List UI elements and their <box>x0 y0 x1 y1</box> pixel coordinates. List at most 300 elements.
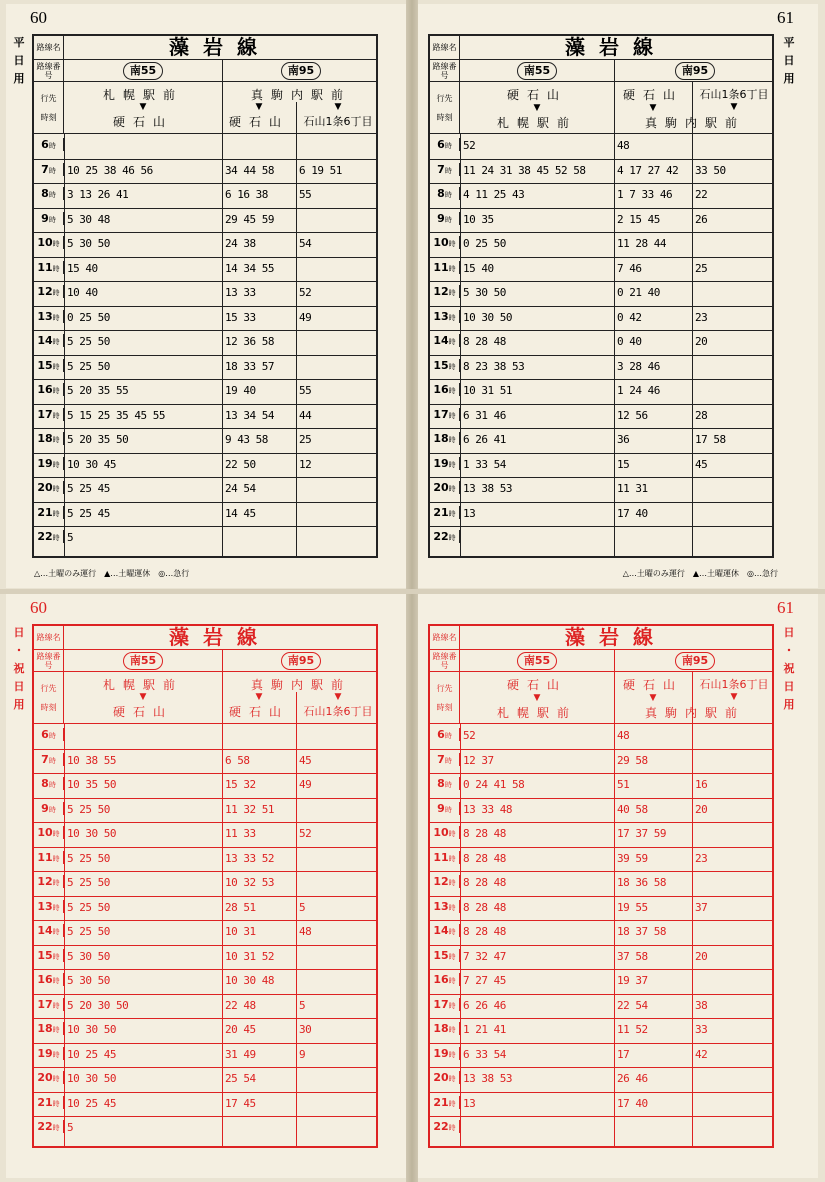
hour-value: 10 <box>433 826 449 839</box>
destination-cell <box>64 82 222 133</box>
row-rule <box>34 945 376 946</box>
row-rule <box>430 920 772 921</box>
destination-cell <box>296 82 380 133</box>
origin-name: 硬石山 <box>622 678 683 692</box>
column-divider <box>222 60 223 556</box>
departure-minutes: 34 44 58 <box>225 163 274 177</box>
hour-label <box>34 408 64 421</box>
hour-suffix: 時 <box>444 805 452 814</box>
departure-minutes: 4 17 27 42 <box>617 163 679 177</box>
hour-suffix: 時 <box>448 264 456 273</box>
departure-minutes: 5 20 30 50 <box>67 998 129 1012</box>
hour-suffix: 時 <box>448 534 456 542</box>
hour-suffix: 時 <box>52 854 60 863</box>
time-label-text: 時刻 <box>436 702 453 712</box>
hour-label <box>430 481 460 494</box>
departure-minutes: 26 <box>695 212 708 226</box>
route-badge: 南55 <box>517 652 557 670</box>
hour-value: 18 <box>433 1022 449 1035</box>
hour-suffix: 時 <box>444 732 452 740</box>
column-divider <box>692 672 693 1146</box>
departure-minutes: 54 <box>299 237 312 250</box>
hour-label <box>34 998 64 1011</box>
row-rule <box>34 798 376 799</box>
hour-suffix: 時 <box>448 1026 456 1034</box>
row-rule <box>430 994 772 995</box>
hour-value: 11 <box>433 850 449 864</box>
page-number: 61 <box>777 598 794 617</box>
row-rule <box>34 1116 376 1117</box>
hour-label <box>34 1022 64 1035</box>
departure-minutes: 5 30 50 <box>67 974 110 987</box>
hour-label <box>430 973 460 986</box>
hour-label <box>430 802 460 815</box>
row-rule <box>430 1116 772 1117</box>
departure-minutes: 5 25 50 <box>67 876 110 889</box>
arrow-down-icon: ▼ <box>730 102 738 112</box>
row-rule <box>34 847 376 848</box>
departure-minutes: 30 <box>299 1023 312 1036</box>
departure-minutes: 22 54 <box>617 998 648 1012</box>
departure-minutes: 1 24 46 <box>617 384 660 397</box>
page-number: 60 <box>30 8 47 27</box>
hour-value: 11 <box>37 260 53 274</box>
origin-name: 真駒内駅前 <box>250 678 351 692</box>
schedule-type-char: ・ <box>783 644 795 657</box>
hour-label <box>34 900 64 913</box>
departure-minutes: 13 33 48 <box>463 802 512 816</box>
hour-label <box>430 728 460 741</box>
row-rule <box>430 208 772 209</box>
departure-minutes: 10 35 <box>463 212 494 226</box>
hour-label <box>430 777 460 790</box>
destination-name: 石山1条6丁目 <box>303 705 373 718</box>
hour-label <box>34 457 64 470</box>
line-title: 藻岩線 <box>169 625 271 649</box>
hour-label <box>34 1120 64 1133</box>
departure-minutes: 1 21 41 <box>463 1023 506 1036</box>
row-rule <box>430 896 772 897</box>
hour-label <box>430 261 460 274</box>
departure-minutes: 51 <box>617 778 630 791</box>
label-divider <box>64 724 65 1146</box>
hour-suffix: 時 <box>448 1001 456 1010</box>
departure-minutes: 31 49 <box>225 1047 256 1061</box>
destination-name: 石山1条6丁目 <box>303 115 373 128</box>
departure-minutes: 13 33 <box>225 286 256 299</box>
departure-minutes: 45 <box>695 457 708 471</box>
hour-label <box>430 924 460 937</box>
route-badge: 南95 <box>281 652 321 670</box>
time-label-text: 時刻 <box>40 112 57 122</box>
row-rule <box>34 183 376 184</box>
departure-minutes: 5 <box>67 1121 74 1134</box>
timetable <box>32 624 378 1148</box>
hour-value: 11 <box>37 850 53 864</box>
departure-minutes: 0 40 <box>617 335 642 348</box>
departure-minutes: 28 <box>695 408 708 422</box>
hour-label <box>430 998 460 1011</box>
departure-minutes: 6 58 <box>225 753 250 767</box>
hour-value: 9 <box>437 211 445 225</box>
departure-minutes: 0 25 50 <box>463 237 506 250</box>
hour-value: 22 <box>433 1120 449 1133</box>
hour-label <box>34 851 64 864</box>
origin-name: 硬石山 <box>506 678 567 692</box>
departure-minutes: 25 <box>695 261 708 275</box>
departure-minutes: 11 28 44 <box>617 237 666 250</box>
hour-label <box>34 334 64 347</box>
schedule-type-char: 用 <box>13 698 25 711</box>
departure-minutes: 18 33 57 <box>225 359 274 373</box>
hour-suffix: 時 <box>52 879 60 887</box>
departure-minutes: 24 38 <box>225 237 256 250</box>
hour-label <box>34 1047 64 1060</box>
departure-minutes: 16 <box>695 778 708 791</box>
departure-minutes: 55 <box>299 384 312 397</box>
departure-minutes: 8 28 48 <box>463 851 506 865</box>
schedule-type-char: 用 <box>783 72 795 85</box>
destination-name: 硬石山 <box>228 705 289 719</box>
schedule-type-char: 日 <box>783 54 795 67</box>
hour-label <box>430 875 460 888</box>
origin-name: 札幌駅前 <box>102 678 183 692</box>
departure-minutes: 14 34 55 <box>225 261 274 275</box>
arrow-down-icon: ▼ <box>139 692 147 702</box>
departure-minutes: 10 31 51 <box>463 384 512 397</box>
hour-suffix: 時 <box>448 411 456 420</box>
hour-value: 10 <box>37 236 53 249</box>
schedule-type-char: 用 <box>13 72 25 85</box>
hour-suffix: 時 <box>448 1124 456 1132</box>
departure-minutes: 49 <box>299 310 312 324</box>
route-cell <box>460 650 614 671</box>
hour-suffix: 時 <box>48 142 56 150</box>
arrow-down-icon: ▼ <box>649 693 657 703</box>
departure-minutes: 6 19 51 <box>299 163 342 177</box>
departure-minutes: 5 30 48 <box>67 212 110 226</box>
departure-minutes: 45 <box>299 753 312 767</box>
destination-cell <box>222 82 296 133</box>
route-cell <box>460 60 614 81</box>
departure-minutes: 13 <box>463 1096 476 1110</box>
row-rule <box>430 773 772 774</box>
departure-minutes: 19 55 <box>617 900 648 914</box>
hour-label <box>34 973 64 986</box>
departure-minutes: 6 16 38 <box>225 188 268 201</box>
hour-suffix: 時 <box>448 903 456 912</box>
departure-minutes: 5 25 50 <box>67 925 110 938</box>
destination-name: 真駒内駅前 <box>644 116 745 130</box>
arrow-down-icon: ▼ <box>255 692 263 702</box>
hour-suffix: 時 <box>52 928 60 936</box>
row-rule <box>34 1043 376 1044</box>
route-number-label: 路線番号 <box>34 650 64 671</box>
row-rule <box>430 945 772 946</box>
departure-minutes: 11 33 <box>225 827 256 840</box>
row-rule <box>430 355 772 356</box>
departure-minutes: 8 28 48 <box>463 925 506 938</box>
hour-suffix: 時 <box>444 756 452 765</box>
hour-value: 6 <box>41 138 49 151</box>
row-rule <box>430 477 772 478</box>
hour-label <box>430 530 460 543</box>
hour-value: 18 <box>37 432 53 445</box>
hour-label <box>430 383 460 396</box>
row-rule <box>430 526 772 527</box>
hour-value: 8 <box>41 777 49 790</box>
route-number-row <box>34 60 376 82</box>
departure-minutes: 15 33 <box>225 310 256 324</box>
hour-value: 8 <box>437 777 445 790</box>
row-rule <box>34 453 376 454</box>
hour-suffix: 時 <box>52 362 60 371</box>
destination-name: 札幌駅前 <box>496 116 577 130</box>
departure-minutes: 12 37 <box>463 753 494 767</box>
hour-label <box>430 457 460 470</box>
departure-minutes: 13 38 53 <box>463 1072 512 1085</box>
departure-minutes: 20 <box>695 802 708 816</box>
hour-value: 14 <box>37 334 53 347</box>
hour-suffix: 時 <box>448 1099 456 1108</box>
hour-suffix: 時 <box>448 289 456 297</box>
departure-minutes: 17 <box>617 1047 630 1061</box>
page-number: 60 <box>30 598 47 617</box>
row-rule <box>430 379 772 380</box>
departure-minutes: 0 24 41 58 <box>463 778 525 791</box>
route-badge: 南95 <box>281 62 321 80</box>
route-cell <box>222 60 380 81</box>
hour-label <box>430 1096 460 1109</box>
hour-suffix: 時 <box>448 1075 456 1083</box>
hour-value: 16 <box>37 383 53 396</box>
hour-value: 21 <box>433 1095 449 1109</box>
destination-row <box>34 672 376 724</box>
row-rule <box>430 183 772 184</box>
route-cell <box>64 650 222 671</box>
hour-value: 12 <box>433 285 449 298</box>
origin-name: 硬石山 <box>506 88 567 102</box>
hour-label <box>430 1071 460 1084</box>
dest-label-text: 行先 <box>40 683 57 693</box>
row-rule <box>34 920 376 921</box>
hour-label <box>430 310 460 323</box>
destination-name: 札幌駅前 <box>496 706 577 720</box>
hour-suffix: 時 <box>52 338 60 346</box>
timetable-page-tr <box>418 4 818 588</box>
line-name-row <box>34 626 376 650</box>
departure-minutes: 9 <box>299 1047 306 1061</box>
arrow-down-icon: ▼ <box>334 692 342 702</box>
hour-label <box>430 334 460 347</box>
hour-value: 6 <box>437 138 445 151</box>
hour-value: 22 <box>37 1120 53 1133</box>
row-rule <box>430 1043 772 1044</box>
label-divider <box>64 134 65 556</box>
departure-minutes: 3 13 26 41 <box>67 188 129 201</box>
hour-value: 19 <box>433 1046 449 1060</box>
departure-minutes: 7 46 <box>617 261 642 275</box>
hour-suffix: 時 <box>52 1075 60 1083</box>
line-title: 藻岩線 <box>565 35 667 59</box>
departure-minutes: 15 40 <box>67 261 98 275</box>
departure-minutes: 52 <box>463 139 476 152</box>
hour-value: 6 <box>41 728 49 741</box>
hour-value: 19 <box>37 456 53 470</box>
schedule-type-char: 祝 <box>13 662 25 675</box>
hour-value: 20 <box>37 1071 53 1084</box>
hour-value: 9 <box>41 211 49 225</box>
hour-label <box>34 728 64 741</box>
departure-minutes: 5 25 50 <box>67 335 110 348</box>
origin-name: 札幌駅前 <box>102 88 183 102</box>
hour-suffix: 時 <box>52 240 60 248</box>
hour-value: 6 <box>437 728 445 741</box>
destination-cell <box>64 672 222 723</box>
departure-minutes: 25 <box>299 433 312 446</box>
hour-value: 14 <box>433 924 449 937</box>
row-rule <box>430 969 772 970</box>
schedule-type-char: 日 <box>13 626 25 639</box>
departure-minutes: 38 <box>695 998 708 1012</box>
route-number-label: 路線番号 <box>430 60 460 81</box>
arrow-down-icon: ▼ <box>139 102 147 112</box>
departure-minutes: 10 38 55 <box>67 753 116 767</box>
label-divider <box>460 134 461 556</box>
timetable-page-br <box>418 594 818 1178</box>
hour-value: 20 <box>37 481 53 494</box>
hour-label <box>430 851 460 864</box>
hour-label <box>430 1022 460 1035</box>
hour-label <box>34 138 64 151</box>
departure-minutes: 13 38 53 <box>463 482 512 495</box>
departure-minutes: 5 <box>299 900 306 914</box>
row-rule <box>430 281 772 282</box>
hour-suffix: 時 <box>48 781 56 789</box>
hour-value: 21 <box>37 1095 53 1109</box>
row-rule <box>34 306 376 307</box>
hour-suffix: 時 <box>52 509 60 518</box>
hour-value: 8 <box>437 187 445 200</box>
destination-label <box>34 82 64 133</box>
departure-minutes: 17 37 59 <box>617 827 666 840</box>
departure-minutes: 5 30 50 <box>67 237 110 250</box>
departure-minutes: 0 21 40 <box>617 286 660 299</box>
hour-suffix: 時 <box>52 1050 60 1059</box>
departure-minutes: 7 27 45 <box>463 974 506 987</box>
hour-value: 20 <box>433 481 449 494</box>
hour-value: 18 <box>37 1022 53 1035</box>
origin-name: 真駒内駅前 <box>250 88 351 102</box>
hour-value: 8 <box>41 187 49 200</box>
hour-label <box>34 187 64 200</box>
hour-suffix: 時 <box>444 142 452 150</box>
departure-minutes: 10 31 52 <box>225 949 274 963</box>
route-number-row <box>34 650 376 672</box>
column-divider <box>692 82 693 556</box>
departure-minutes: 1 33 54 <box>463 457 506 471</box>
departure-minutes: 20 <box>695 949 708 963</box>
row-rule <box>430 257 772 258</box>
departure-minutes: 22 50 <box>225 457 256 471</box>
departure-minutes: 11 24 31 38 45 52 58 <box>463 163 586 177</box>
departure-minutes: 12 36 58 <box>225 335 274 348</box>
hour-value: 19 <box>433 456 449 470</box>
departure-minutes: 29 58 <box>617 753 648 767</box>
column-divider <box>296 692 297 1146</box>
hour-value: 7 <box>41 752 49 766</box>
hour-label <box>34 163 64 176</box>
departure-minutes: 48 <box>299 925 312 938</box>
schedule-type-label <box>12 624 26 714</box>
column-divider <box>614 650 615 1146</box>
schedule-type-char: 日 <box>13 680 25 693</box>
departure-minutes: 5 <box>67 531 74 544</box>
departure-minutes: 10 35 50 <box>67 778 116 791</box>
destination-row <box>430 82 772 134</box>
hour-suffix: 時 <box>52 289 60 297</box>
hour-suffix: 時 <box>52 436 60 444</box>
hour-suffix: 時 <box>448 436 456 444</box>
timetable <box>428 624 774 1148</box>
departure-minutes: 9 43 58 <box>225 433 268 446</box>
row-rule <box>34 281 376 282</box>
hour-value: 7 <box>437 162 445 176</box>
hour-suffix: 時 <box>52 264 60 273</box>
row-rule <box>34 1067 376 1068</box>
hour-value: 14 <box>433 334 449 347</box>
hour-value: 14 <box>37 924 53 937</box>
time-label-text: 時刻 <box>436 112 453 122</box>
hour-label <box>430 1120 460 1133</box>
hour-suffix: 時 <box>52 1001 60 1010</box>
hour-suffix: 時 <box>52 952 60 961</box>
row-rule <box>430 822 772 823</box>
row-rule <box>34 208 376 209</box>
hour-label <box>430 753 460 766</box>
departure-minutes: 8 28 48 <box>463 335 506 348</box>
schedule-type-char: 日 <box>13 54 25 67</box>
hour-suffix: 時 <box>52 534 60 542</box>
departure-minutes: 10 30 50 <box>463 310 512 324</box>
hour-suffix: 時 <box>52 387 60 395</box>
hour-label <box>34 506 64 519</box>
row-rule <box>34 404 376 405</box>
hour-value: 10 <box>433 236 449 249</box>
departure-minutes: 23 <box>695 851 708 865</box>
arrow-down-icon: ▼ <box>533 103 541 113</box>
departure-minutes: 48 <box>617 729 630 742</box>
hour-value: 13 <box>433 309 449 323</box>
departure-minutes: 6 26 41 <box>463 433 506 446</box>
hour-label <box>34 924 64 937</box>
departure-minutes: 25 54 <box>225 1072 256 1085</box>
departure-minutes: 6 33 54 <box>463 1047 506 1061</box>
row-rule <box>34 477 376 478</box>
hour-label <box>430 900 460 913</box>
row-rule <box>430 798 772 799</box>
hour-label <box>430 285 460 298</box>
hour-suffix: 時 <box>48 215 56 224</box>
hour-suffix: 時 <box>52 903 60 912</box>
departure-minutes: 14 45 <box>225 506 256 520</box>
departure-minutes: 17 58 <box>695 433 726 446</box>
schedule-type-label <box>12 34 26 88</box>
destination-label <box>430 82 460 133</box>
route-badge: 南55 <box>123 62 163 80</box>
departure-minutes: 1 7 33 46 <box>617 188 673 201</box>
departure-minutes: 28 51 <box>225 900 256 914</box>
